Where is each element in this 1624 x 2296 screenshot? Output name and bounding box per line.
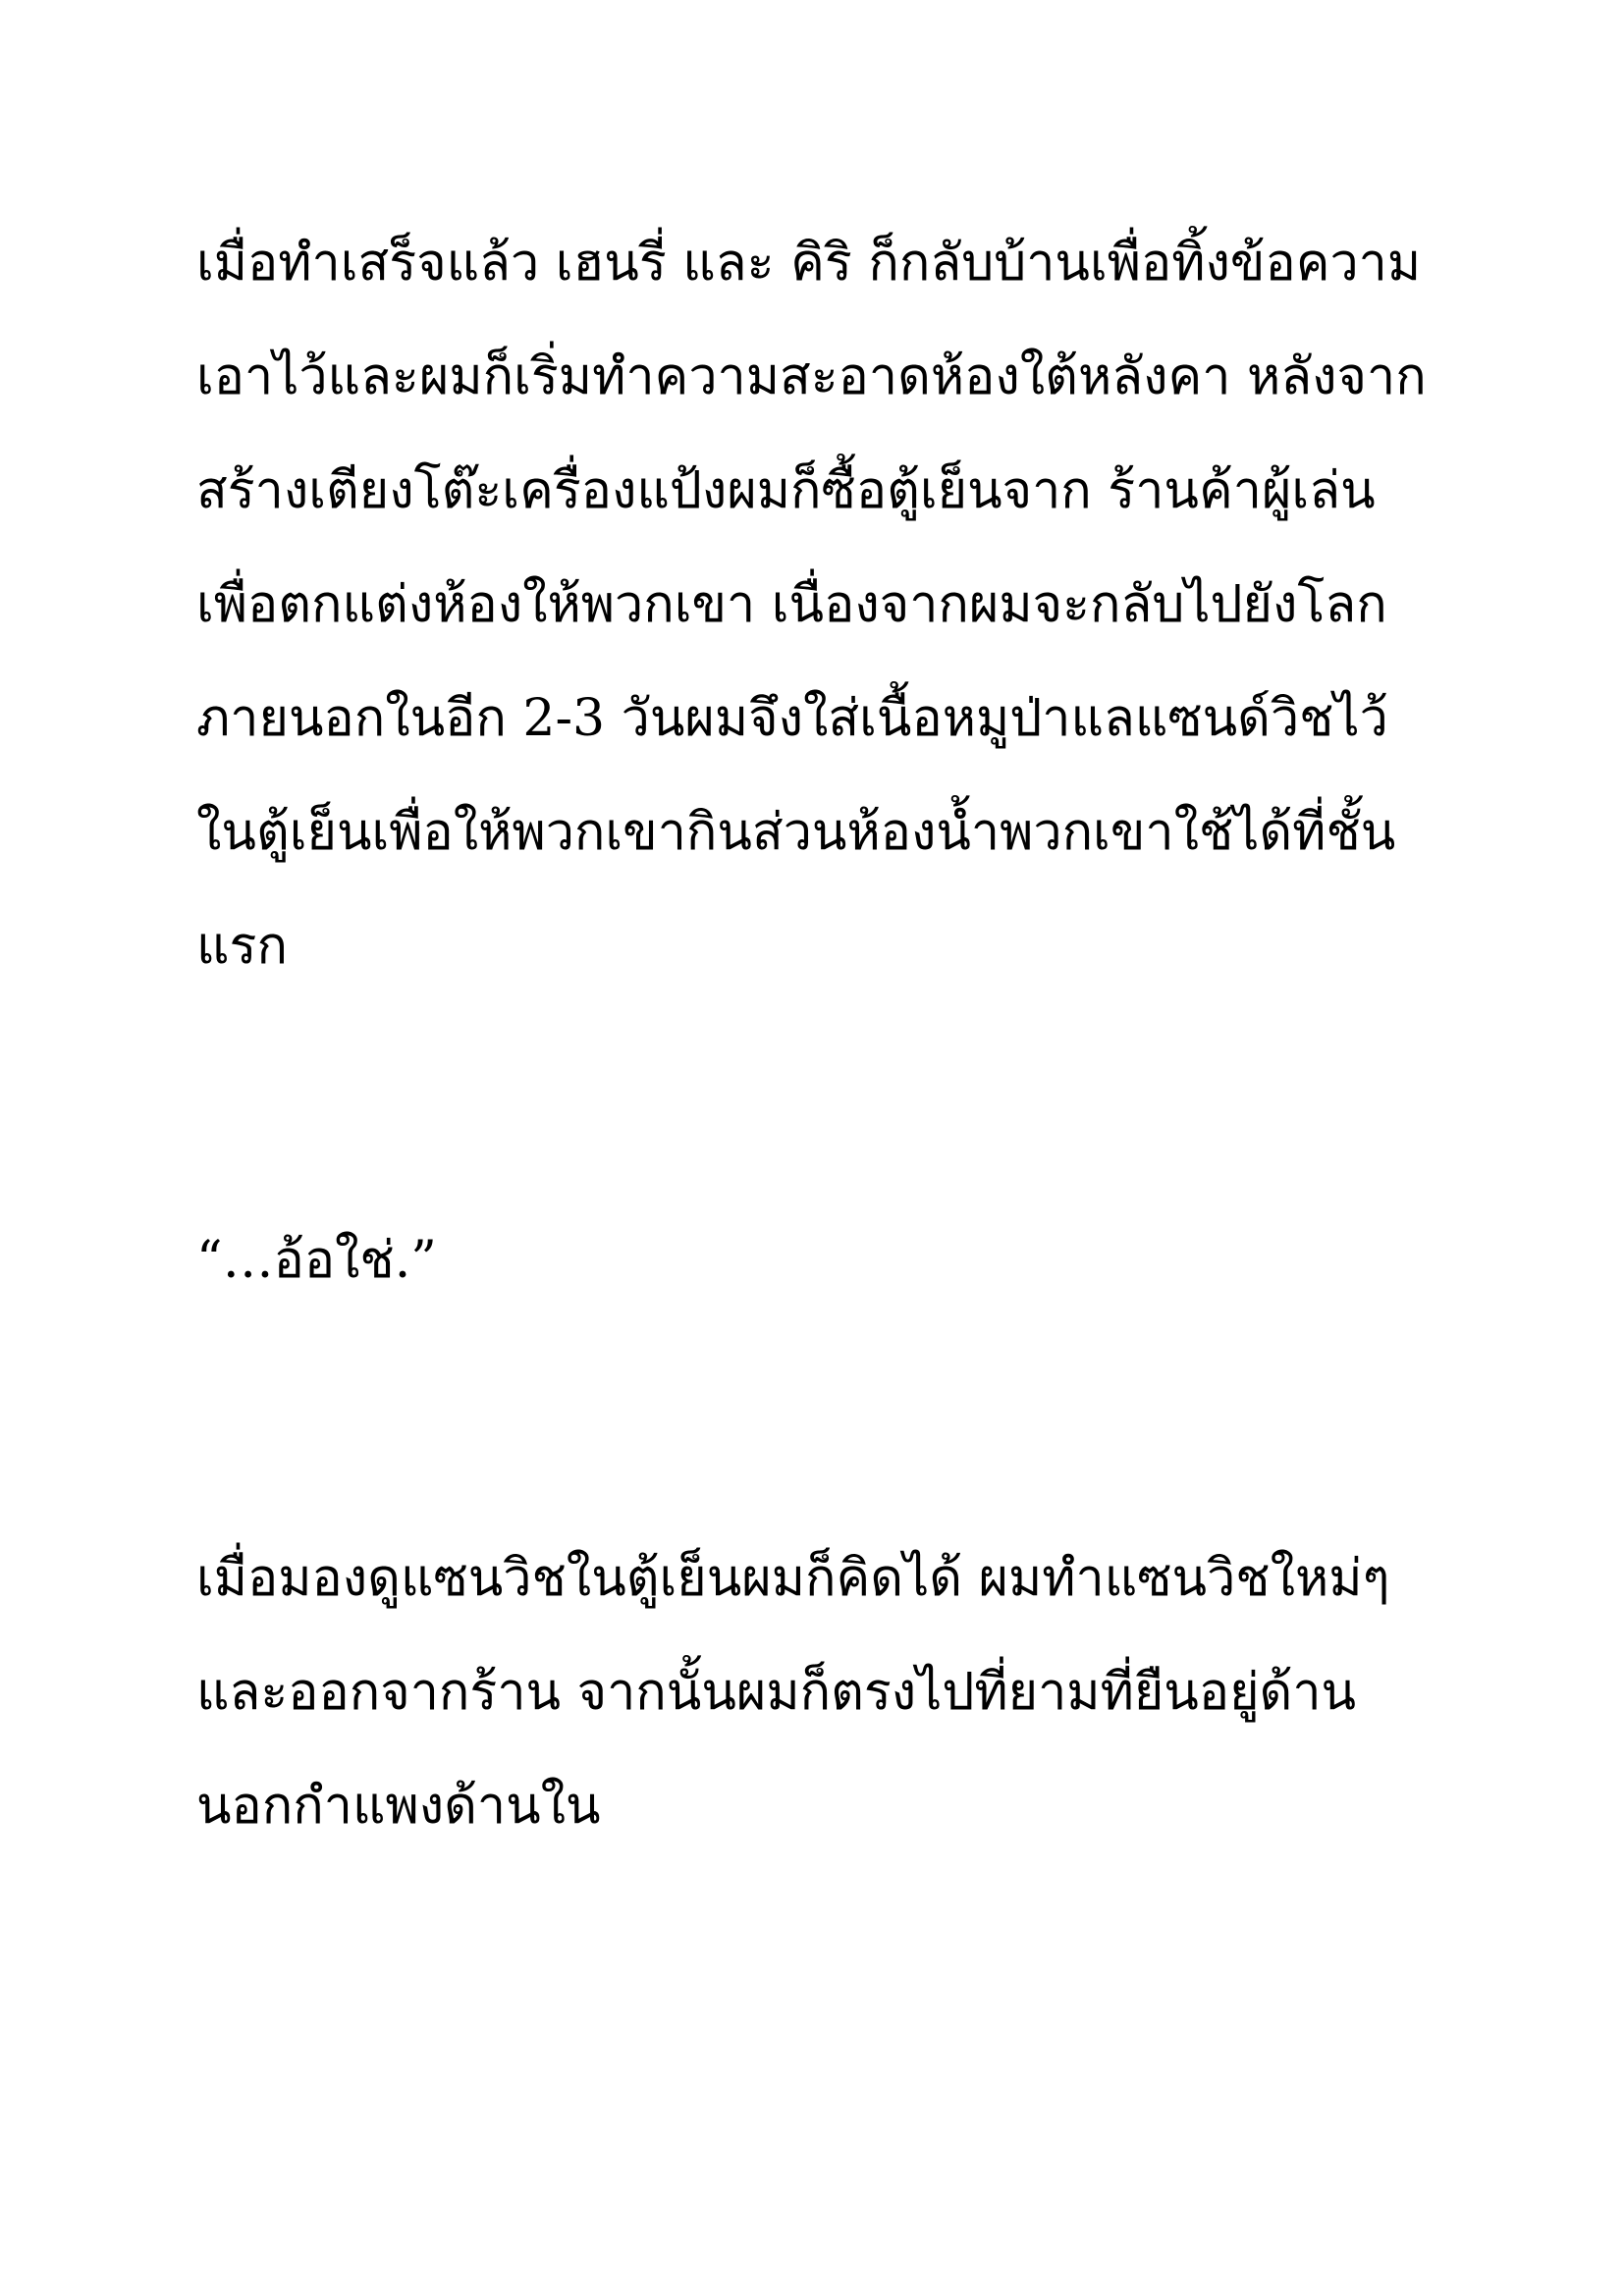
- text-line: เพื่อตกแต่งห้องให้พวกเขา เนื่องจากผมจะกลับไปยังโลก: [196, 575, 1387, 634]
- text-line: นอกกำแพงด้านใน: [196, 1777, 601, 1836]
- text-line: ภายนอกในอีก 2-3 วันผมจึงใส่เนื้อหมูป่าแลแซนด์วิชไว้: [196, 689, 1388, 748]
- text-line: สร้างเตียงโต๊ะเครื่องแป้งผมก็ซื้อตู้เย็นจาก ร้านค้าผู้เล่น: [196, 461, 1376, 520]
- text-line: แรก: [196, 917, 288, 976]
- text-line: เมื่อมองดูแซนวิชในตู้เย็นผมก็คิดได้ ผมทำแซนวิชใหม่ๆ: [196, 1549, 1390, 1608]
- dialogue-line: “…อ้อใช่.”: [196, 1231, 437, 1290]
- text-line: เมื่อทำเสร็จแล้ว เฮนรี่ และ คิริ ก็กลับบ้านเพื่อทิ้งข้อความ: [196, 234, 1422, 293]
- text-line: เอาไว้และผมก็เริ่มทำความสะอาดห้องใต้หลังคา หลังจาก: [196, 347, 1427, 406]
- text-line: ในตู้เย็นเพื่อให้พวกเขากินส่วนห้องน้ำพวกเขาใช้ได้ที่ชั้น: [196, 803, 1396, 862]
- text-line: และออกจากร้าน จากนั้นผมก็ตรงไปที่ยามที่ยืนอยู่ด้าน: [196, 1663, 1357, 1722]
